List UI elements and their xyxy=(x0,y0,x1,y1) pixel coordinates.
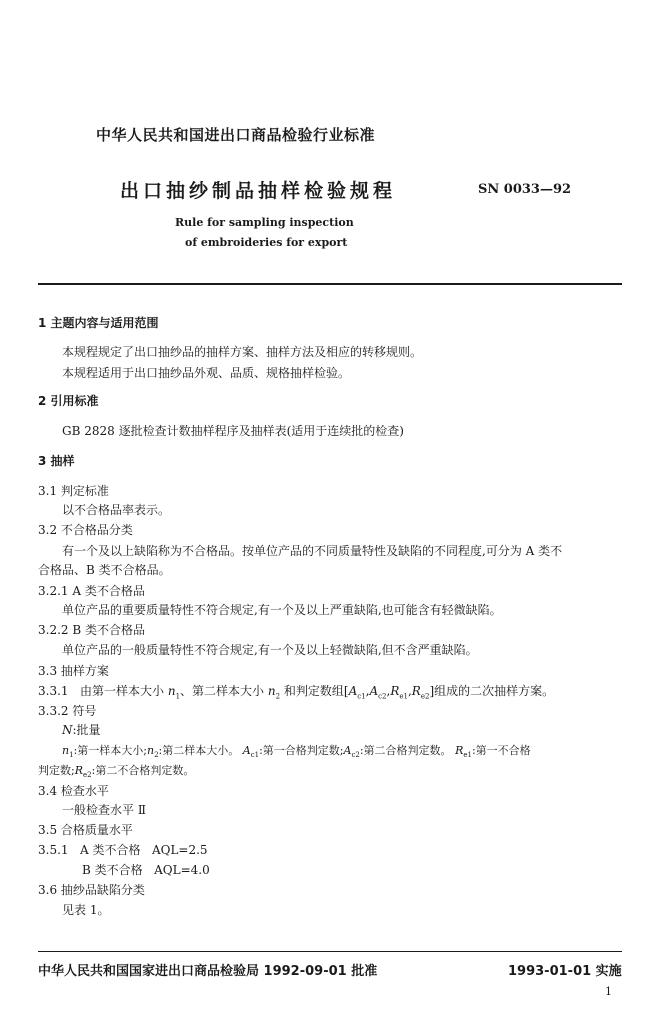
section-3-3-2-heading: 3.3.2 符号 xyxy=(38,704,97,718)
issuing-organization: 中华人民共和国进出口商品检验行业标准 xyxy=(96,126,376,144)
header-divider xyxy=(38,283,622,285)
page-number: 1 xyxy=(605,985,612,998)
section-1-heading: 1 主题内容与适用范围 xyxy=(38,316,159,330)
document-title-en-line1: Rule for sampling inspection xyxy=(175,216,354,229)
aql-b-value: AQL=4.0 xyxy=(154,863,210,877)
text-fragment: 判定数; xyxy=(38,764,75,777)
section-2-paragraph: GB 2828 逐批检查计数抽样程序及抽样表(适用于连续批的检查) xyxy=(62,424,404,438)
section-3-4-heading: 3.4 检查水平 xyxy=(38,784,109,798)
symbol-n-definition xyxy=(62,721,101,738)
section-3-6-paragraph: 见表 1。 xyxy=(62,903,110,917)
section-3-5-1-line-b xyxy=(82,861,210,878)
section-3-5-1-line-a xyxy=(38,841,208,858)
section-3-2-heading: 3.2 不合格品分类 xyxy=(38,523,133,537)
section-3-5-heading: 3.5 合格质量水平 xyxy=(38,823,133,837)
symbol-n: N xyxy=(62,723,73,737)
section-3-3-1-line: 3.3.1 由第一样本大小 $n_1$、第二样本大小 $n_2$ 和判定数组$[A_{c1},A_{c2},R_{e1},R_{e2}]$组成的二次抽样方案。 xyxy=(38,684,555,701)
section-3-heading: 3 抽样 xyxy=(38,454,75,468)
section-3-2-paragraph-line2: 合格品、B 类不合格品。 xyxy=(38,563,171,577)
section-3-1-heading: 3.1 判定标准 xyxy=(38,484,109,498)
implementation-date: 1993-01-01 实施 xyxy=(508,964,622,979)
section-3-3-heading: 3.3 抽样方案 xyxy=(38,664,109,678)
section-3-1-paragraph: 以不合格品率表示。 xyxy=(62,503,171,517)
symbol-definitions-line1: $n_1$:第一样本大小$;n_2$:第二样本大小。 $A_{c1}$:第一合格判定数$;A_{c2}$:第二合格判定数。 $R_{e1}$:第一不合格 xyxy=(62,744,531,760)
section-3-3-1-number: 3.3.1 xyxy=(38,684,69,698)
footer-divider xyxy=(38,951,622,952)
text-fragment: :第二样本大小。 xyxy=(158,744,240,757)
section-3-2-paragraph-line1: 有一个及以上缺陷称为不合格品。按单位产品的不同质量特性及缺陷的不同程度,可分为 A 类不 xyxy=(62,544,563,558)
section-3-2-1-heading: 3.2.1 A 类不合格品 xyxy=(38,584,145,598)
section-3-2-2-heading: 3.2.2 B 类不合格品 xyxy=(38,623,145,637)
standard-number: SN 0033—92 xyxy=(478,182,572,197)
text-fragment: :第一不合格 xyxy=(471,744,531,757)
text-fragment: :批量 xyxy=(72,723,101,737)
section-2-heading: 2 引用标准 xyxy=(38,394,99,408)
text-fragment: :第二合格判定数。 xyxy=(359,744,452,757)
text-fragment: 、第二样本大小 xyxy=(180,684,268,698)
section-3-4-paragraph: 一般检查水平 Ⅱ xyxy=(62,803,146,817)
section-3-6-heading: 3.6 抽纱品缺陷分类 xyxy=(38,883,145,897)
section-3-2-1-paragraph: 单位产品的重要质量特性不符合规定,有一个及以上严重缺陷,也可能含有轻微缺陷。 xyxy=(62,603,502,617)
text-fragment: ]组成的二次抽样方案。 xyxy=(429,684,555,698)
aql-a-value: AQL=2.5 xyxy=(151,843,208,857)
text-fragment: 由第一样本大小 xyxy=(80,684,168,698)
aql-b-label: B 类不合格 xyxy=(82,863,143,877)
section-3-2-2-paragraph: 单位产品的一般质量特性不符合规定,有一个及以上轻微缺陷,但不含严重缺陷。 xyxy=(62,643,478,657)
text-fragment: :第二不合格判定数。 xyxy=(91,764,195,777)
document-title-cn: 出口抽纱制品抽样检验规程 xyxy=(120,180,397,202)
section-3-5-1-number: 3.5.1 xyxy=(38,843,69,857)
aql-a-label: A 类不合格 xyxy=(80,843,141,857)
section-1-paragraph-2: 本规程适用于出口抽纱品外观、品质、规格抽样检验。 xyxy=(62,366,351,380)
section-1-paragraph-1: 本规程规定了出口抽纱品的抽样方案、抽样方法及相应的转移规则。 xyxy=(62,345,423,359)
document-title-en-line2: of embroideries for export xyxy=(185,236,348,249)
approval-line: 中华人民共和国国家进出口商品检验局 1992-09-01 批准 xyxy=(38,964,378,979)
text-fragment: :第一样本大小; xyxy=(73,744,147,757)
text-fragment: 和判定数组[ xyxy=(280,684,349,698)
symbol-definitions-line2: 判定数$;R_{e2}$:第二不合格判定数。 xyxy=(38,764,195,780)
text-fragment: :第一合格判定数; xyxy=(259,744,344,757)
